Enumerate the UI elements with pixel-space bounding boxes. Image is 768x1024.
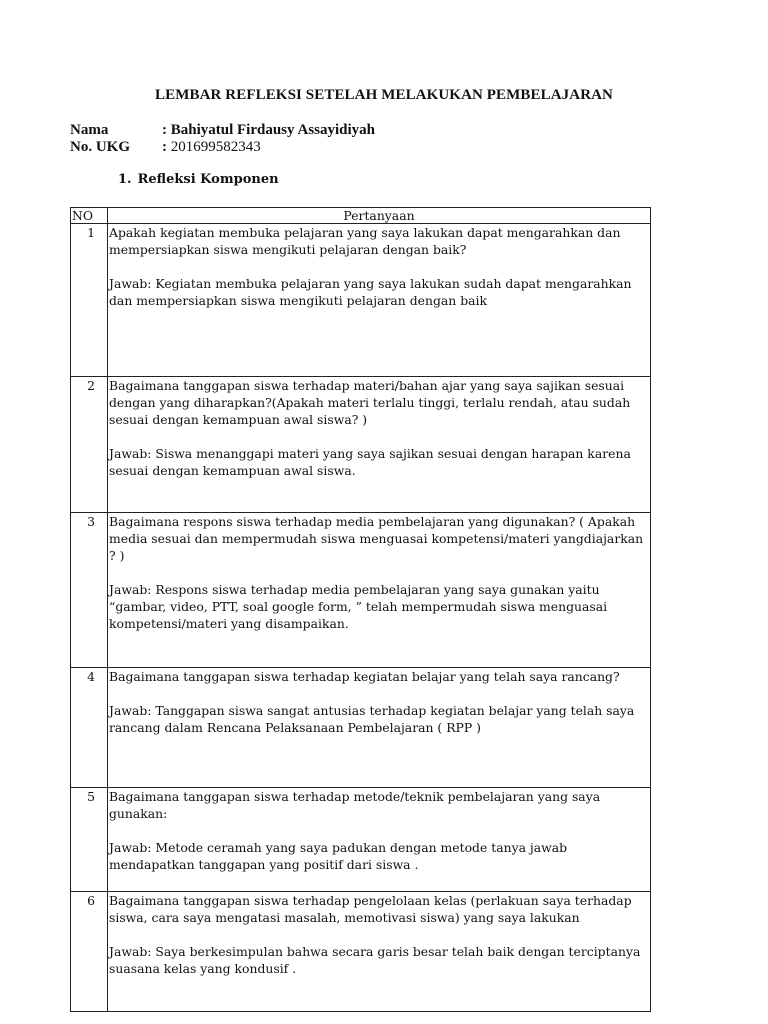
table-row <box>71 224 651 377</box>
table-row <box>71 788 651 892</box>
answer-text: Jawab: Siswa menanggapi materi yang saya sajikan sesuai dengan harapan karena sesuai dengan kemampuan awal siswa. <box>109 446 631 478</box>
question-text: Apakah kegiatan membuka pelajaran yang saya lakukan dapat mengarahkan dan mempersiapkan siswa mengikuti pelajaran dengan baik? <box>109 225 621 257</box>
answer-text: Jawab: Kegiatan membuka pelajaran yang saya lakukan sudah dapat mengarahkan dan mempersiapkan siswa mengikuti pelajaran dengan baik <box>109 276 632 308</box>
row-number: 4 <box>71 668 108 788</box>
row-number: 3 <box>71 513 108 668</box>
row-content <box>108 892 651 1012</box>
question-text: Bagaimana tanggapan siswa terhadap kegiatan belajar yang telah saya rancang? <box>109 669 620 684</box>
ukg-colon: : <box>162 139 167 155</box>
table-header-row <box>71 208 651 224</box>
reflection-table <box>70 207 651 1012</box>
row-content <box>108 224 651 377</box>
table-row <box>71 892 651 1012</box>
section-heading <box>118 172 279 187</box>
section-number: 1. <box>118 172 132 187</box>
document-title: LEMBAR REFLEKSI SETELAH MELAKUKAN PEMBELAJARAN <box>155 87 613 103</box>
row-number: 1 <box>71 224 108 377</box>
question-text: Bagaimana tanggapan siswa terhadap pengelolaan kelas (perlakuan saya terhadap siswa, cara saya mengatasi masalah, memotivasi siswa) yang saya lakukan <box>109 893 632 925</box>
row-number: 5 <box>71 788 108 892</box>
row-content <box>108 513 651 668</box>
row-content <box>108 788 651 892</box>
row-number: 2 <box>71 377 108 513</box>
row-number: 6 <box>71 892 108 1012</box>
name-line <box>70 122 375 139</box>
header-question: Pertanyaan <box>108 208 651 224</box>
header-no: NO <box>71 208 108 224</box>
ukg-line <box>70 139 261 156</box>
answer-text: Jawab: Saya berkesimpulan bahwa secara garis besar telah baik dengan terciptanya suasana kelas yang kondusif . <box>109 944 641 976</box>
name-value: : Bahiyatul Firdausy Assayidiyah <box>162 122 375 138</box>
section-title: Refleksi Komponen <box>137 172 279 187</box>
table-row <box>71 668 651 788</box>
question-text: Bagaimana respons siswa terhadap media pembelajaran yang digunakan? ( Apakah media sesuai dan mempermudah siswa menguasai kompetensi/materi yangdiajarkan ? ) <box>109 514 644 563</box>
question-text: Bagaimana tanggapan siswa terhadap metode/teknik pembelajaran yang saya gunakan: <box>109 789 601 821</box>
answer-text: Jawab: Metode ceramah yang saya padukan dengan metode tanya jawab mendapatkan tanggapan yang positif dari siswa . <box>109 840 568 872</box>
row-content <box>108 377 651 513</box>
name-label: Nama <box>70 122 109 138</box>
table-row <box>71 377 651 513</box>
table-row <box>71 513 651 668</box>
ukg-label: No. UKG <box>70 139 130 155</box>
question-text: Bagaimana tanggapan siswa terhadap materi/bahan ajar yang saya sajikan sesuai dengan yang diharapkan?(Apakah materi terlalu tinggi, terlalu rendah, atau sudah sesuai dengan kemampuan awal siswa? ) <box>109 378 631 427</box>
ukg-value: 201699582343 <box>167 139 261 155</box>
row-content <box>108 668 651 788</box>
answer-text: Jawab: Tanggapan siswa sangat antusias terhadap kegiatan belajar yang telah saya rancang dalam Rencana Pelaksanaan Pembelajaran ( RPP ) <box>109 703 635 735</box>
answer-text: Jawab: Respons siswa terhadap media pembelajaran yang saya gunakan yaitu “gambar, video, PTT, soal google form, ” telah mempermudah siswa menguasai kompetensi/materi yang disampaikan. <box>109 582 608 631</box>
